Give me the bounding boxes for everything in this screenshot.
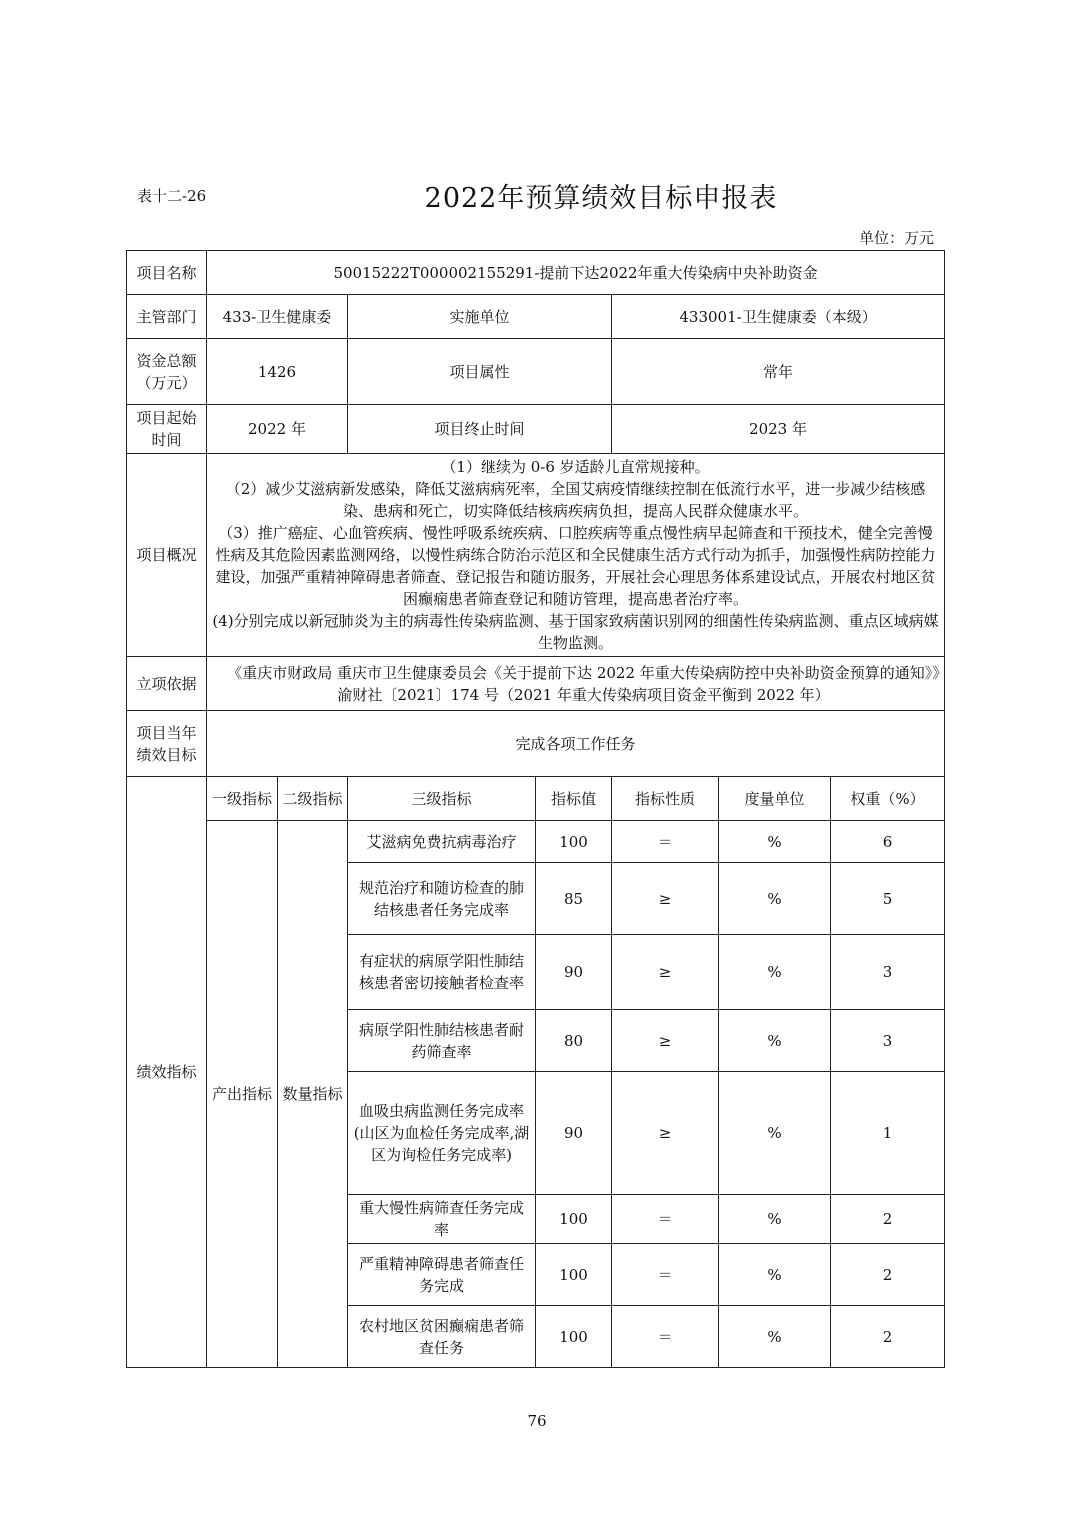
indicator-unit: % (719, 1072, 831, 1195)
unit-label: 单位：万元 (858, 229, 934, 247)
header-level1: 一级指标 (207, 777, 278, 821)
indicator-nature: ＝ (612, 1195, 719, 1244)
indicator-name: 艾滋病免费抗病毒治疗 (348, 821, 536, 863)
indicator-weight: 6 (831, 821, 945, 863)
indicator-value: 100 (536, 1195, 612, 1244)
row-basis (127, 657, 945, 711)
row-time (127, 405, 945, 454)
label-department: 主管部门 (127, 295, 207, 339)
indicator-weight: 2 (831, 1195, 945, 1244)
level2-indicator: 数量指标 (278, 821, 348, 1368)
page-number: 76 (527, 1412, 547, 1430)
indicator-value: 90 (536, 1072, 612, 1195)
indicator-name: 农村地区贫困癫痫患者筛查任务 (348, 1306, 536, 1368)
header-nature: 指标性质 (612, 777, 719, 821)
indicator-nature: ≥ (612, 1072, 719, 1195)
row-goal (127, 711, 945, 777)
row-department (127, 295, 945, 339)
overview-line: （1）继续为 0-6 岁适龄儿直常规接种。 (441, 458, 710, 476)
indicator-nature: ≥ (612, 1010, 719, 1072)
value-goal: 完成各项工作任务 (207, 711, 945, 777)
indicator-name: 严重精神障碍患者筛查任务完成 (348, 1244, 536, 1306)
label-project-name: 项目名称 (127, 251, 207, 295)
label-basis: 立项依据 (127, 657, 207, 711)
row-overview (127, 454, 945, 657)
indicator-weight: 2 (831, 1306, 945, 1368)
indicator-unit: % (719, 1306, 831, 1368)
indicator-weight: 2 (831, 1244, 945, 1306)
indicator-name: 血吸虫病监测任务完成率(山区为血检任务完成率,湖区为询检任务完成率) (348, 1072, 536, 1195)
indicator-nature: ≥ (612, 935, 719, 1010)
indicator-value: 100 (536, 821, 612, 863)
value-fund-total: 1426 (207, 339, 348, 405)
indicator-unit: % (719, 863, 831, 935)
label-indicators: 绩效指标 (127, 777, 207, 1368)
indicator-value: 100 (536, 1306, 612, 1368)
label-project-attribute: 项目属性 (348, 339, 612, 405)
budget-performance-table (126, 250, 945, 1368)
value-start-time: 2022 年 (207, 405, 348, 454)
label-start-time: 项目起始时间 (127, 405, 207, 454)
value-basis: 《重庆市财政局 重庆市卫生健康委员会《关于提前下达 2022 年重大传染病防控中央补助资金预算的通知》》渝财社〔2021〕174 号（2021 年重大传染病项目资金平衡到 2022 年） (207, 657, 945, 711)
overview-line: （2）减少艾滋病新发感染，降低艾滋病病死率，全国艾病疫情继续控制在低流行水平，进一步减少结核感染、患病和死亡，切实降低结核病疾病负担，提高人民群众健康水平。 (225, 480, 926, 520)
header-unit: 度量单位 (719, 777, 831, 821)
value-overview (207, 454, 945, 657)
indicator-weight: 3 (831, 935, 945, 1010)
table-row (127, 821, 945, 863)
table-code: 表十二-26 (137, 187, 207, 205)
indicator-nature: ≥ (612, 863, 719, 935)
label-fund-total: 资金总额（万元） (127, 339, 207, 405)
indicator-unit: % (719, 821, 831, 863)
indicator-unit: % (719, 1010, 831, 1072)
indicator-name: 重大慢性病筛查任务完成率 (348, 1195, 536, 1244)
overview-line: （3）推广癌症、心血管疾病、慢性呼吸系统疾病、口腔疾病等重点慢性病早起筛查和干预技术，健全完善慢性病及其危险因素监测网络，以慢性病练合防治示范区和全民健康生活方式行动为抓手，加强慢性病防控能力建设，加强严重精神障碍患者筛查、登记报告和随访服务，开展社会心理思务体系建设试点，开展农村地区贫困癫痫患者筛查登记和随访管理，提高患者治疗率。 (215, 524, 936, 608)
row-fund (127, 339, 945, 405)
indicator-unit: % (719, 935, 831, 1010)
label-implementing-unit: 实施单位 (348, 295, 612, 339)
indicator-name: 规范治疗和随访检查的肺结核患者任务完成率 (348, 863, 536, 935)
header-weight: 权重（%） (831, 777, 945, 821)
indicator-name: 有症状的病原学阳性肺结核患者密切接触者检查率 (348, 935, 536, 1010)
header-level3: 三级指标 (348, 777, 536, 821)
header-value: 指标值 (536, 777, 612, 821)
row-indicator-headers (127, 777, 945, 821)
label-overview: 项目概况 (127, 454, 207, 657)
value-implementing-unit: 433001-卫生健康委（本级） (612, 295, 945, 339)
value-project-name: 50015222T000002155291-提前下达2022年重大传染病中央补助资金 (207, 251, 945, 295)
indicator-nature: ＝ (612, 821, 719, 863)
value-end-time: 2023 年 (612, 405, 945, 454)
label-goal: 项目当年绩效目标 (127, 711, 207, 777)
page-title (0, 176, 1074, 215)
indicator-unit: % (719, 1195, 831, 1244)
row-project-name (127, 251, 945, 295)
indicator-weight: 3 (831, 1010, 945, 1072)
indicator-name: 病原学阳性肺结核患者耐药筛查率 (348, 1010, 536, 1072)
indicator-value: 85 (536, 863, 612, 935)
indicator-unit: % (719, 1244, 831, 1306)
indicator-weight: 5 (831, 863, 945, 935)
title-text: 2022年预算绩效目标申报表 (424, 183, 778, 214)
overview-line: (4)分别完成以新冠肺炎为主的病毒性传染病监测、基于国家致病菌识别网的细菌性传染病监测、重点区域病媒生物监测。 (212, 612, 939, 652)
indicator-value: 100 (536, 1244, 612, 1306)
level1-indicator: 产出指标 (207, 821, 278, 1368)
header-level2: 二级指标 (278, 777, 348, 821)
indicator-nature: ＝ (612, 1244, 719, 1306)
indicator-nature: ＝ (612, 1306, 719, 1368)
indicator-value: 80 (536, 1010, 612, 1072)
value-project-attribute: 常年 (612, 339, 945, 405)
value-department: 433-卫生健康委 (207, 295, 348, 339)
indicator-value: 90 (536, 935, 612, 1010)
indicator-weight: 1 (831, 1072, 945, 1195)
label-end-time: 项目终止时间 (348, 405, 612, 454)
